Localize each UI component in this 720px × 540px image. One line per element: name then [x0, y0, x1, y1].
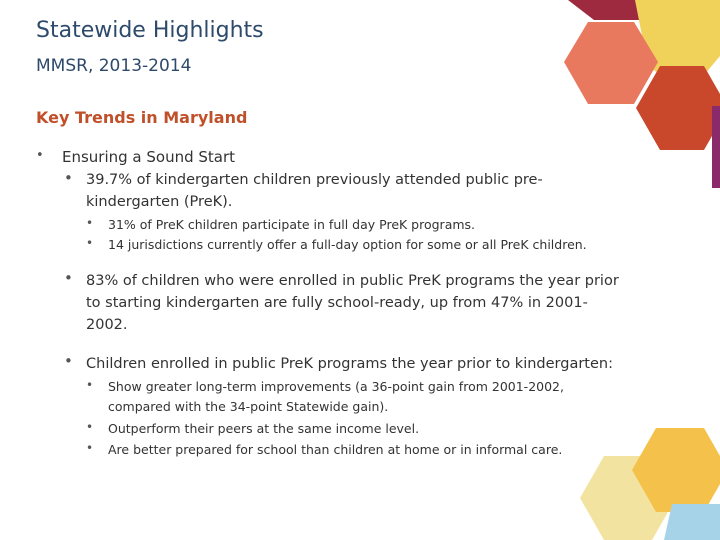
bullet-marker: • — [36, 148, 44, 163]
hexagon-dark-red — [568, 0, 666, 20]
bullet-item3-sub3: Are better prepared for school than children at home or in informal care. — [108, 442, 563, 457]
hexagon-pale-yellow — [580, 456, 676, 540]
bullet-item3-sub2: Outperform their peers at the same income level. — [108, 421, 420, 436]
bullet-marker: • — [86, 236, 94, 250]
bullet-item2-line2: to starting kindergarten are fully school-ready, up from 47% in 2001- — [86, 295, 588, 311]
bullet-level1-text: Ensuring a Sound Start — [62, 148, 236, 166]
bullet-item2-line3: 2002. — [86, 317, 128, 333]
bullet-marker: • — [86, 441, 94, 455]
hexagon-purple — [712, 106, 720, 188]
bullet-marker: • — [64, 352, 73, 370]
bullet-item3-sub1-line2: compared with the 34-point Statewide gain). — [108, 399, 389, 414]
bullet-marker: • — [64, 269, 73, 287]
hexagon-yellow-top — [635, 0, 720, 94]
bullet-marker: • — [64, 169, 73, 187]
hexagon-light-blue — [664, 504, 720, 540]
slide-title: Statewide Highlights — [36, 18, 264, 43]
bullet-item1-line1: 39.7% of kindergarten children previously attended public pre- — [86, 172, 543, 188]
bullet-marker: • — [86, 378, 94, 392]
bullet-item1-line2: kindergarten (PreK). — [86, 194, 233, 210]
bullet-marker: • — [86, 420, 94, 434]
bullet-item2-line1: 83% of children who were enrolled in public PreK programs the year prior — [86, 273, 619, 289]
bullet-item1-sub2: 14 jurisdictions currently offer a full-day option for some or all PreK children. — [108, 237, 587, 252]
hexagon-gold — [632, 428, 720, 512]
slide-subtitle: MMSR, 2013-2014 — [36, 56, 192, 76]
bullet-item1-sub1: 31% of PreK children participate in full day PreK programs. — [108, 217, 476, 232]
bullet-item3-sub1-line1: Show greater long-term improvements (a 36-point gain from 2001-2002, — [108, 379, 564, 394]
hexagon-orange-red — [636, 66, 720, 150]
section-heading: Key Trends in Maryland — [36, 108, 248, 127]
bullet-item3-line1: Children enrolled in public PreK programs the year prior to kindergarten: — [86, 356, 613, 372]
hexagon-salmon — [564, 22, 658, 104]
bullet-marker: • — [86, 216, 94, 230]
